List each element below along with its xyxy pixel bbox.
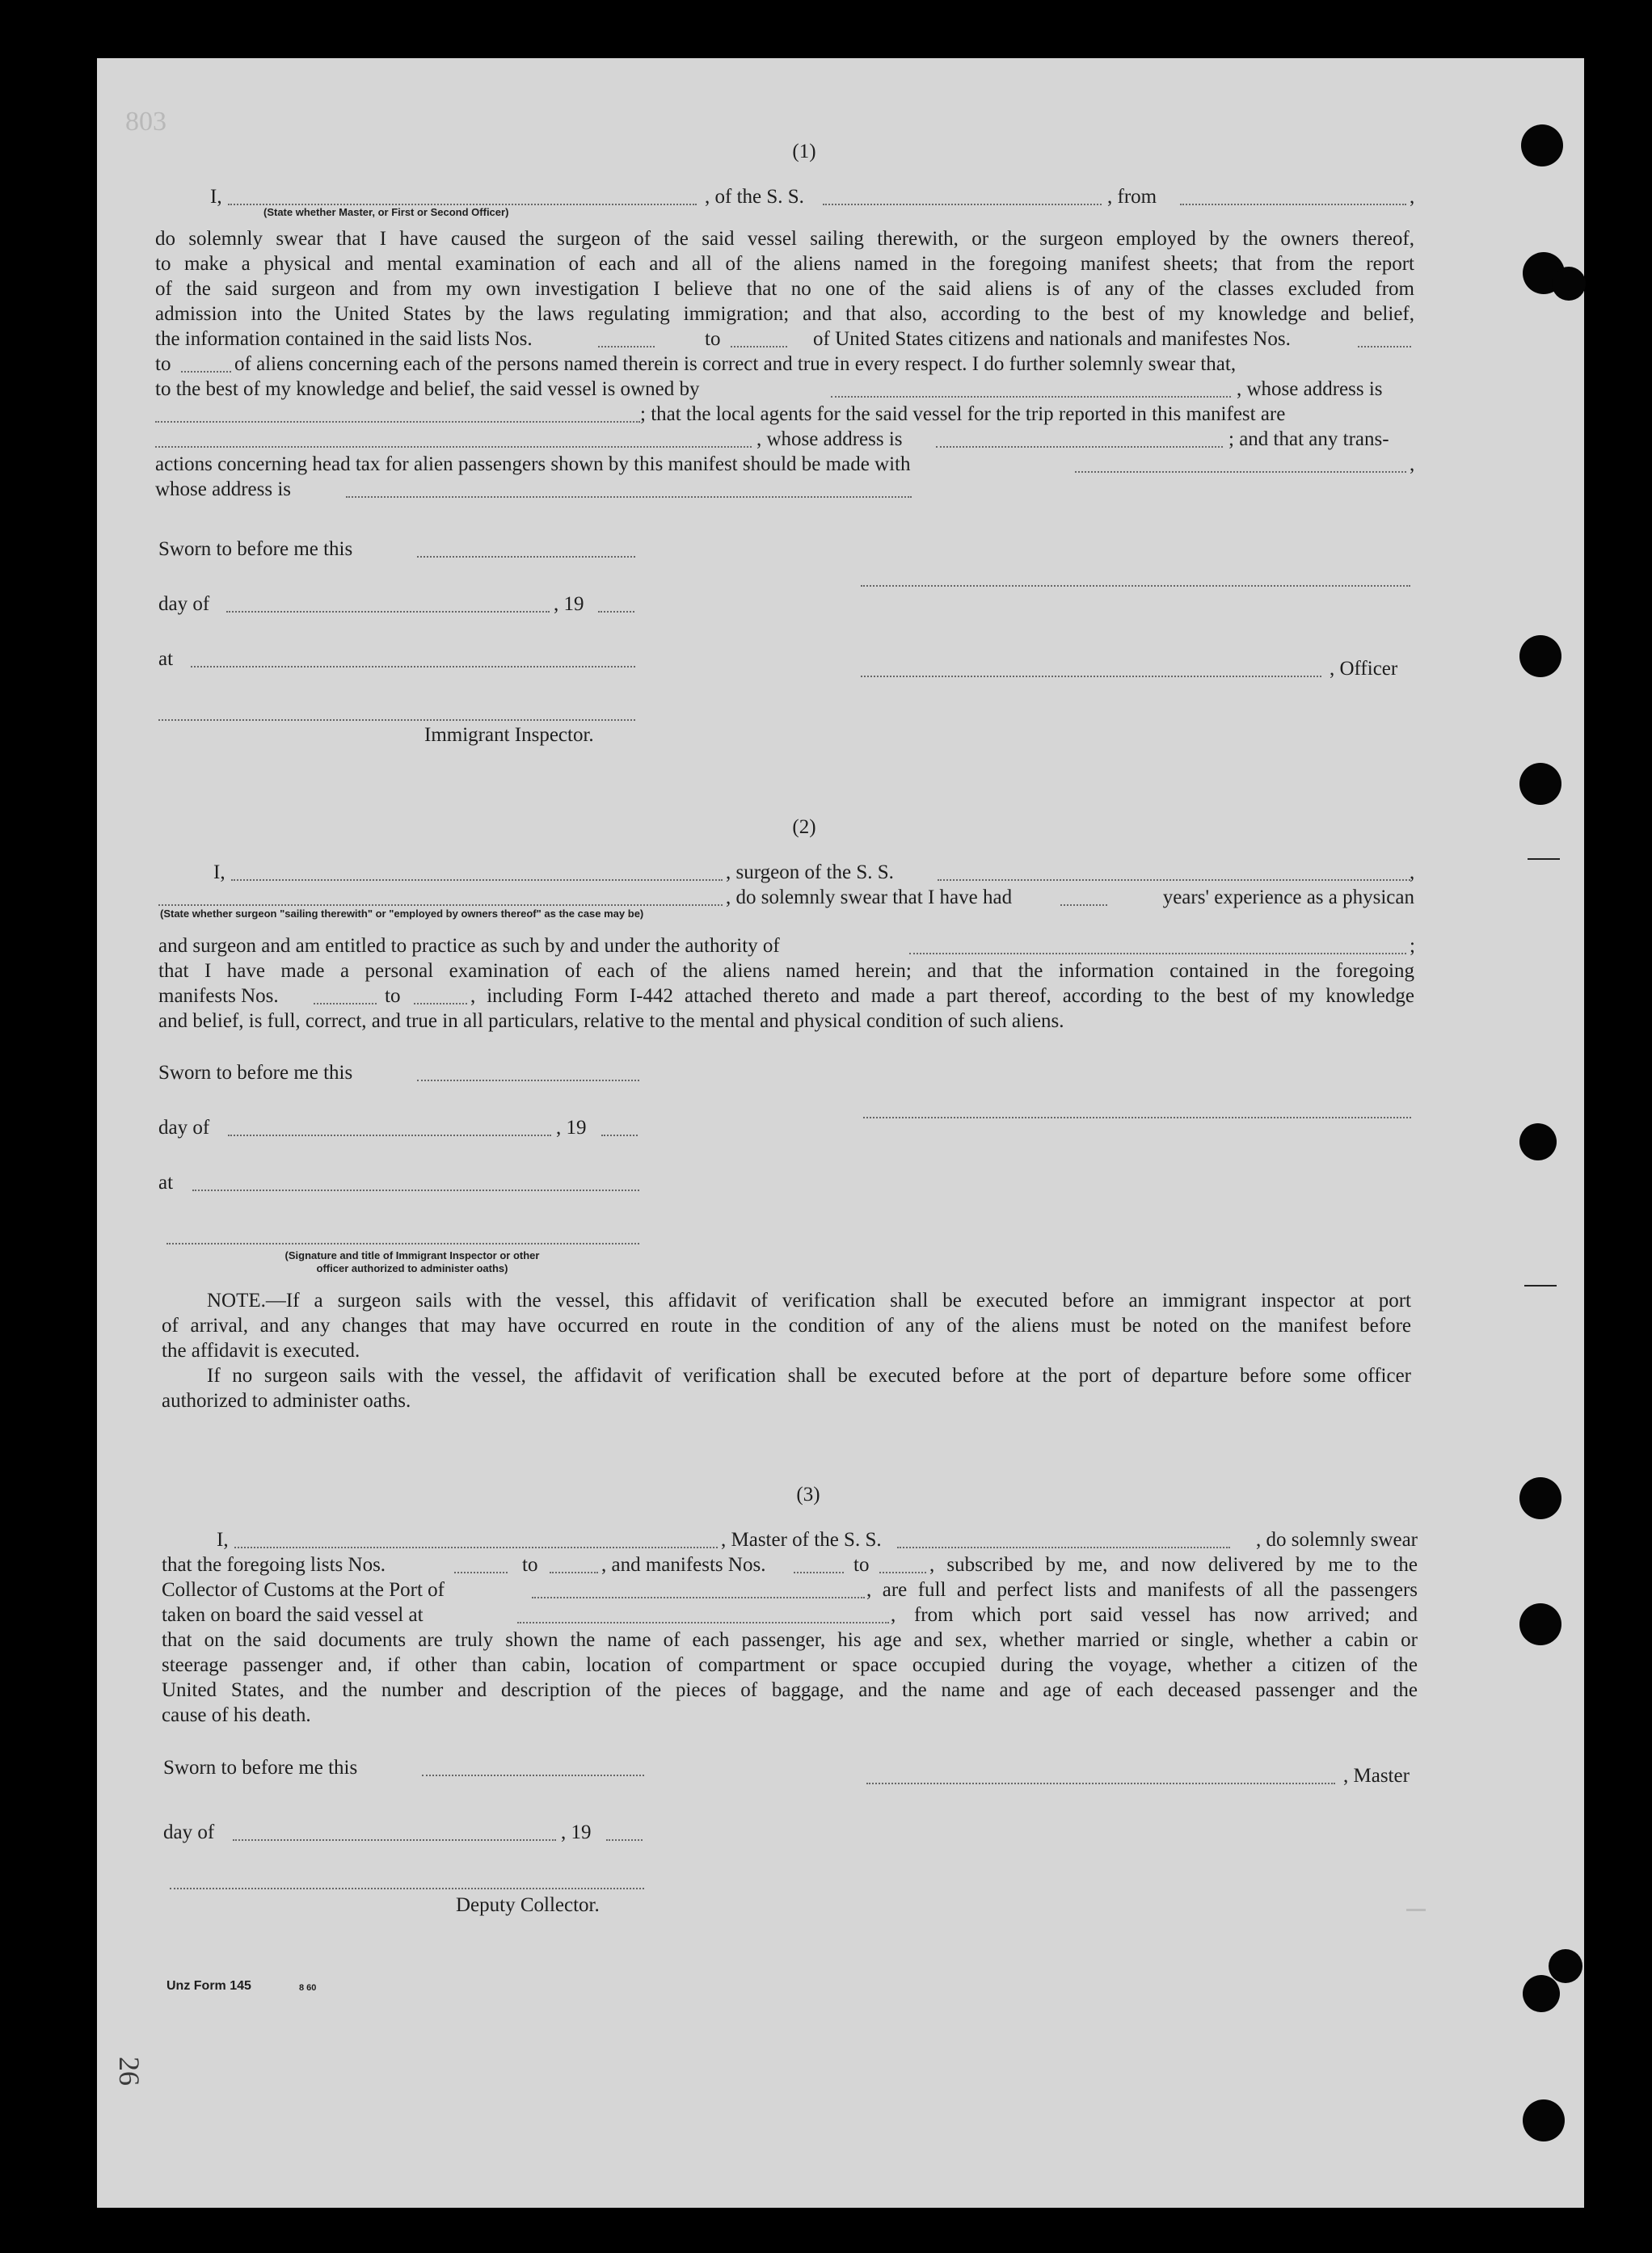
s1-whose-last-text: whose address is [155,478,292,500]
s3-and-manifests-label: , and manifests Nos. [601,1554,766,1576]
s3-swear-text: , do solemnly swear [1256,1529,1418,1551]
s2-month-field[interactable] [228,1135,551,1136]
s2-at-label: at [158,1172,174,1194]
s2-day-of-label: day of [158,1117,210,1139]
s1-body-line: admission into the United States by the laws regulating immigration; and that also, according to the best of my knowledge and belief, [155,303,1414,325]
note-paragraph-line: If no surgeon sails with the vessel, the affidavit of verification shall be executed before at the port of departure before some officer [207,1365,1411,1387]
s3-to-label-1: to [522,1554,538,1576]
s3-manifest-from-field[interactable] [794,1572,844,1573]
s3-ship-name-field[interactable] [897,1547,1230,1548]
paper-mark [1406,1909,1426,1911]
s1-at-field[interactable] [191,666,635,667]
s3-deputy-label: Deputy Collector. [456,1894,600,1916]
pencil-note-top: 803 [125,107,166,137]
s2-including-text: , including Form I-442 attached thereto and made a part thereof, according to the best of my knowledge [470,985,1414,1007]
s3-list-to-field[interactable] [550,1572,598,1573]
s1-address-text: , whose address is [1237,378,1383,400]
s1-manifest-to-field[interactable] [181,371,231,373]
binder-hole [1523,2099,1565,2141]
s1-list-to-field[interactable] [731,346,787,347]
s2-surgeon-field[interactable] [231,879,723,881]
s1-body-line: do solemnly swear that I have caused the surgeon of the said vessel sailing therewith, or the surgeon employed by the owners thereof, [155,228,1414,250]
s1-agents-field[interactable] [155,446,752,448]
binder-hole [1552,267,1586,301]
note-paragraph-line: NOTE.—If a surgeon sails with the vessel, this affidavit of verification shall be executed before an immigrant inspector at port [207,1290,1411,1312]
note-paragraph-line: of arrival, and any changes that may have occurred en route in the condition of any of the aliens must be noted on the manifest before [162,1315,1411,1337]
form-date: 8 60 [299,1983,317,1993]
s3-month-field[interactable] [233,1839,556,1841]
binder-hole [1519,1123,1557,1160]
s2-years-text: years' experience as a physican [1162,886,1414,908]
section-3-number: (3) [796,1484,820,1506]
s3-full-perfect-text: , are full and perfect lists and manifests of all the passengers [866,1579,1418,1601]
s1-info-to: to [705,328,721,350]
s3-body-line: that on the said documents are truly shown the name of each passenger, his age and sex, whether married or single, whether a cabin or [162,1629,1418,1651]
s3-day-of-label: day of [163,1821,215,1843]
s1-master-note: (State whether Master, or First or Second Officer) [263,206,509,218]
s3-master-field[interactable] [234,1547,718,1548]
binder-hole [1521,124,1563,166]
s3-subscribed-text: , subscribed by me, and now delivered by me to the [929,1554,1418,1576]
s1-whose-text: , whose address is [756,428,903,450]
binder-hole [1519,763,1561,805]
s2-swear-text: , do solemnly swear that I have had [726,886,1013,908]
s2-surgeon-type-field[interactable] [158,904,723,906]
s2-authority-field[interactable] [909,953,1406,954]
s3-master-of-label: , Master of the S. S. [721,1529,882,1551]
s1-owned-text: to the best of my knowledge and belief, the said vessel is owned by [155,378,700,400]
s3-cause-text: cause of his death. [162,1704,311,1726]
s1-aliens-text: of aliens concerning each of the persons named therein is correct and true in every respect. I do further solemnly swear that, [234,353,1237,375]
s1-officer-field[interactable] [861,676,1321,677]
s1-to-label: to [155,353,171,375]
s2-at-field[interactable] [192,1190,639,1191]
s1-day-of-label: day of [158,593,210,615]
s1-from-port-field[interactable] [1180,204,1406,205]
s2-semicolon: ; [1410,935,1415,957]
s3-port-field[interactable] [532,1597,865,1598]
s1-body-line: to make a physical and mental examination of each and all of the aliens named in the foregoing manifest sheets; that from the report [155,253,1414,275]
s1-body-line: of the said surgeon and from my own investigation I believe that no one of the said aliens is of any of the classes excluded from [155,278,1414,300]
s1-info-text: the information contained in the said lists Nos. [155,328,533,350]
s3-to-label-2: to [853,1554,870,1576]
binder-hole [1519,635,1561,677]
paper-mark [1524,1285,1557,1287]
s2-manifest-from-field[interactable] [314,1003,377,1004]
s3-year-label: , 19 [561,1821,592,1843]
s1-info-text-b: of United States citizens and nationals and manifestes Nos. [813,328,1291,350]
s1-signature-field[interactable] [861,585,1410,587]
s2-i-label: I, [213,861,225,883]
s3-that-label: that the foregoing lists Nos. [162,1554,386,1576]
s1-month-field[interactable] [226,611,550,613]
s2-belief-text: and belief, is full, correct, and true in all particulars, relative to the mental and physical condition of such aliens. [158,1010,1064,1032]
s1-agents-text: ; that the local agents for the said vessel for the trip reported in this manifest are [640,403,1286,425]
s1-of-ss-label: , of the S. S. [705,186,804,208]
s3-departure-port-field[interactable] [517,1622,889,1623]
s1-year-label: , 19 [554,593,584,615]
s1-head-tax-address-field[interactable] [346,496,912,498]
s1-actions-comma: , [1410,453,1415,475]
s3-i-label: I, [217,1529,229,1551]
s2-signature-field[interactable] [863,1117,1411,1118]
s1-list-from-field[interactable] [598,346,655,347]
s1-agents-address-field[interactable] [936,446,1223,448]
s3-list-from-field[interactable] [454,1572,508,1573]
s2-personal-text: that I have made a personal examination of each of the aliens named herein; and that the information contained in the foregoing [158,960,1414,982]
s1-sworn-label: Sworn to before me this [158,538,353,560]
s1-inspector-label: Immigrant Inspector. [424,724,594,746]
s2-ship-name-field[interactable] [938,879,1410,881]
s1-from-label: , from [1107,186,1157,208]
s1-master-field[interactable] [228,204,697,205]
s3-body-line: United States, and the number and description of the pieces of baggage, and the name and age of each deceased passenger and the [162,1679,1418,1701]
s3-manifest-to-field[interactable] [879,1572,926,1573]
s1-inspector-signature-field[interactable] [158,719,635,721]
s2-signature-note: officer authorized to administer oaths) [316,1262,508,1274]
s3-body-line: steerage passenger and, if other than cabin, location of compartment or space occupied during the voyage, whether a citizen of the [162,1654,1418,1676]
s1-owner-address-field[interactable] [155,421,640,423]
s1-i-label: I, [210,186,222,208]
note-paragraph-line: the affidavit is executed. [162,1340,360,1362]
s3-master-signature-field[interactable] [866,1783,1335,1784]
s2-year-field[interactable] [601,1135,638,1136]
s1-trans-text: ; and that any trans- [1228,428,1389,450]
binder-hole [1519,1477,1561,1519]
s1-year-field[interactable] [598,611,634,613]
s1-owner-field[interactable] [831,396,1231,398]
s2-signature-note: (Signature and title of Immigrant Inspector or other [284,1249,540,1261]
pencil-note-margin: 26 [113,2057,145,2086]
s1-head-tax-field[interactable] [1075,471,1406,473]
s2-to-label: to [385,985,401,1007]
binder-hole [1523,1975,1560,2012]
s2-inspector-signature-field[interactable] [166,1243,639,1244]
s3-master-label: , Master [1343,1765,1410,1787]
s2-surgeon-note: (State whether surgeon "sailing therewith" or "employed by owners thereof" as the case may be) [160,908,644,920]
note-paragraph-line: authorized to administer oaths. [162,1390,411,1412]
s2-year-label: , 19 [556,1117,587,1139]
s3-sworn-label: Sworn to before me this [163,1757,358,1779]
s1-ship-name-field[interactable] [823,204,1102,205]
s3-sworn-date-field[interactable] [422,1775,644,1776]
s3-year-field[interactable] [606,1839,643,1841]
s2-entitled-text: and surgeon and am entitled to practice as such by and under the authority of [158,935,780,957]
s2-years-field[interactable] [1060,904,1107,906]
s1-actions-text: actions concerning head tax for alien passengers shown by this manifest should be made with [155,453,911,475]
s2-sworn-label: Sworn to before me this [158,1062,353,1084]
s2-manifest-to-field[interactable] [414,1003,467,1004]
paper-mark [1528,858,1560,860]
section-1-number: (1) [792,141,816,162]
binder-hole [1519,1603,1561,1645]
s1-manifest-from-field[interactable] [1358,346,1411,347]
s2-manifests-label: manifests Nos. [158,985,279,1007]
s2-trailing-comma: , [1410,861,1415,883]
s3-from-which-text: , from which port said vessel has now arrived; and [891,1604,1418,1626]
binder-hole [1549,1949,1582,1983]
s1-trailing-comma: , [1410,186,1415,208]
section-2-number: (2) [792,816,816,838]
form-page [97,58,1584,2208]
form-number: Unz Form 145 [166,1979,251,1993]
s1-sworn-date-field[interactable] [417,556,635,558]
s3-deputy-signature-field[interactable] [170,1888,644,1889]
s3-taken-label: taken on board the said vessel at [162,1604,424,1626]
s1-officer-label: , Officer [1330,658,1398,680]
s2-surgeon-of-label: , surgeon of the S. S. [726,861,894,883]
s1-at-label: at [158,648,174,670]
s2-sworn-date-field[interactable] [417,1080,639,1081]
s3-collector-label: Collector of Customs at the Port of [162,1579,445,1601]
